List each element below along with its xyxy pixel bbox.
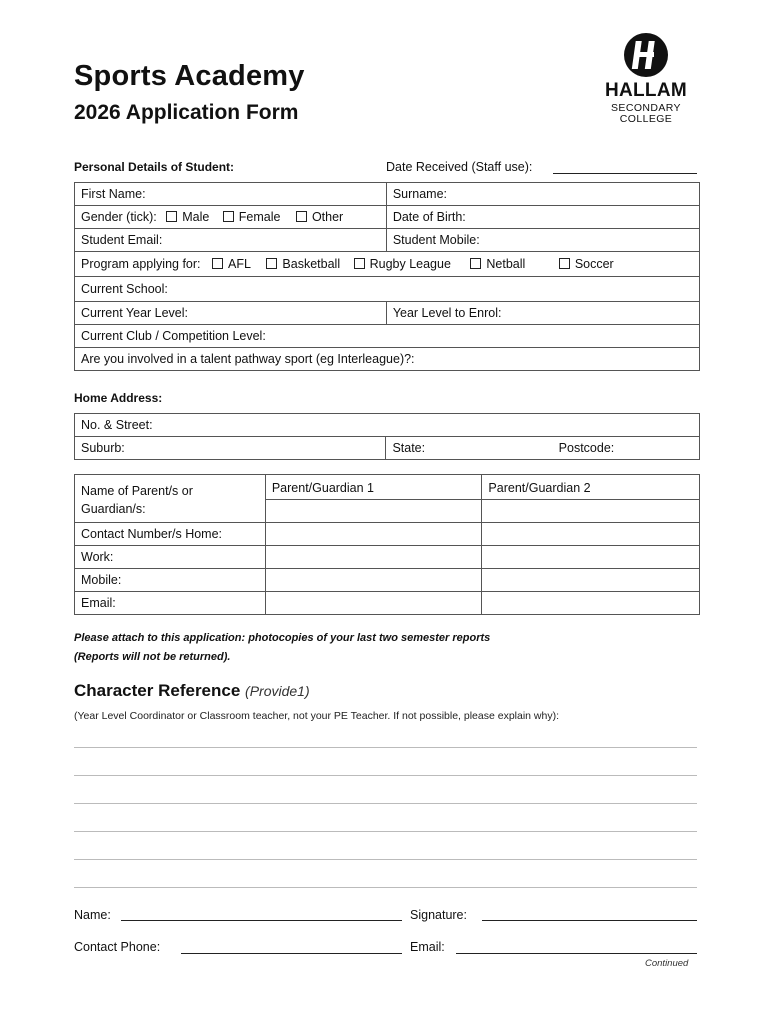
parent-email-label: Email:: [75, 592, 266, 615]
year-level-enrol-field[interactable]: Year Level to Enrol:: [386, 302, 699, 325]
home-address-heading: Home Address:: [74, 391, 163, 405]
mobile-label: Mobile:: [75, 569, 266, 592]
parent-guardian-1-header: Parent/Guardian 1: [265, 475, 482, 500]
parent-2-email-field[interactable]: [482, 592, 700, 615]
program-basketball-checkbox[interactable]: Basketball: [266, 257, 340, 271]
parent-1-mobile-field[interactable]: [265, 569, 482, 592]
continued-label: Continued: [645, 958, 689, 969]
personal-details-heading: Personal Details of Student:: [74, 160, 235, 174]
parent-1-home-field[interactable]: [265, 523, 482, 546]
student-mobile-field[interactable]: Student Mobile:: [386, 229, 699, 252]
referee-phone-field[interactable]: [181, 953, 402, 954]
school-logo: [594, 32, 698, 128]
parent-1-name-field[interactable]: [265, 500, 482, 523]
referee-phone-label: Contact Phone:: [74, 940, 161, 954]
gender-male-checkbox[interactable]: Male: [166, 210, 209, 224]
program-afl-checkbox[interactable]: AFL: [212, 257, 251, 271]
current-club-field[interactable]: Current Club / Competition Level:: [75, 325, 700, 348]
parent-names-label: Name of Parent/s or Guardian/s:: [75, 475, 266, 523]
form-title: Sports Academy: [74, 60, 305, 92]
state-field[interactable]: State:: [386, 437, 553, 460]
personal-details-table: [74, 182, 700, 371]
referee-email-field[interactable]: [456, 953, 697, 954]
referee-signature-field[interactable]: [482, 920, 697, 921]
reference-line-4[interactable]: [74, 831, 697, 832]
postcode-field[interactable]: Postcode:: [553, 437, 700, 460]
program-netball-checkbox[interactable]: Netball: [470, 257, 525, 271]
surname-field[interactable]: Surname:: [386, 183, 699, 206]
parent-1-email-field[interactable]: [265, 592, 482, 615]
parent-guardian-table: [74, 474, 700, 615]
reference-line-5[interactable]: [74, 859, 697, 860]
reports-not-returned-note: (Reports will not be returned).: [74, 651, 231, 663]
referee-email-label: Email:: [410, 940, 445, 954]
date-received-label: Date Received (Staff use):: [386, 160, 533, 174]
referee-name-label: Name:: [74, 908, 111, 922]
referee-signature-label: Signature:: [410, 908, 467, 922]
hallam-logo-icon: [623, 32, 669, 78]
date-received-field[interactable]: [553, 173, 697, 174]
logo-name: HALLAM: [604, 80, 687, 101]
gender-female-checkbox[interactable]: Female: [223, 210, 281, 224]
reference-instructions: (Year Level Coordinator or Classroom teacher, not your PE Teacher. If not possible, please explain why):: [74, 710, 560, 722]
parent-2-name-field[interactable]: [482, 500, 700, 523]
gender-other-checkbox[interactable]: Other: [296, 210, 343, 224]
character-reference-heading: Character Reference (Provide1): [74, 681, 310, 700]
program-field: Program applying for: AFL Basketball Rugby League Netball Soccer: [75, 252, 700, 277]
gender-field: Gender (tick): Male Female Other: [75, 206, 387, 229]
current-school-field[interactable]: Current School:: [75, 277, 700, 302]
reference-line-3[interactable]: [74, 803, 697, 804]
program-rugby-league-checkbox[interactable]: Rugby League: [354, 257, 451, 271]
home-address-table: [74, 413, 700, 460]
reference-line-2[interactable]: [74, 775, 697, 776]
attach-reports-note: Please attach to this application: photocopies of your last two semester reports: [74, 632, 491, 644]
first-name-field[interactable]: First Name:: [75, 183, 387, 206]
street-field[interactable]: No. & Street:: [75, 414, 700, 437]
parent-2-home-field[interactable]: [482, 523, 700, 546]
program-soccer-checkbox[interactable]: Soccer: [559, 257, 614, 271]
reference-line-6[interactable]: [74, 887, 697, 888]
reference-line-1[interactable]: [74, 747, 697, 748]
parent-2-mobile-field[interactable]: [482, 569, 700, 592]
work-phone-label: Work:: [75, 546, 266, 569]
dob-field[interactable]: Date of Birth:: [386, 206, 699, 229]
form-subtitle: 2026 Application Form: [74, 101, 299, 124]
parent-guardian-2-header: Parent/Guardian 2: [482, 475, 700, 500]
logo-subtitle: SECONDARY COLLEGE: [611, 102, 681, 125]
suburb-field[interactable]: Suburb:: [75, 437, 386, 460]
current-year-level-field[interactable]: Current Year Level:: [75, 302, 387, 325]
home-phone-label: Contact Number/s Home:: [75, 523, 266, 546]
talent-pathway-field[interactable]: Are you involved in a talent pathway sport (eg Interleague)?:: [75, 348, 700, 371]
student-email-field[interactable]: Student Email:: [75, 229, 387, 252]
parent-2-work-field[interactable]: [482, 546, 700, 569]
parent-1-work-field[interactable]: [265, 546, 482, 569]
referee-name-field[interactable]: [121, 920, 402, 921]
